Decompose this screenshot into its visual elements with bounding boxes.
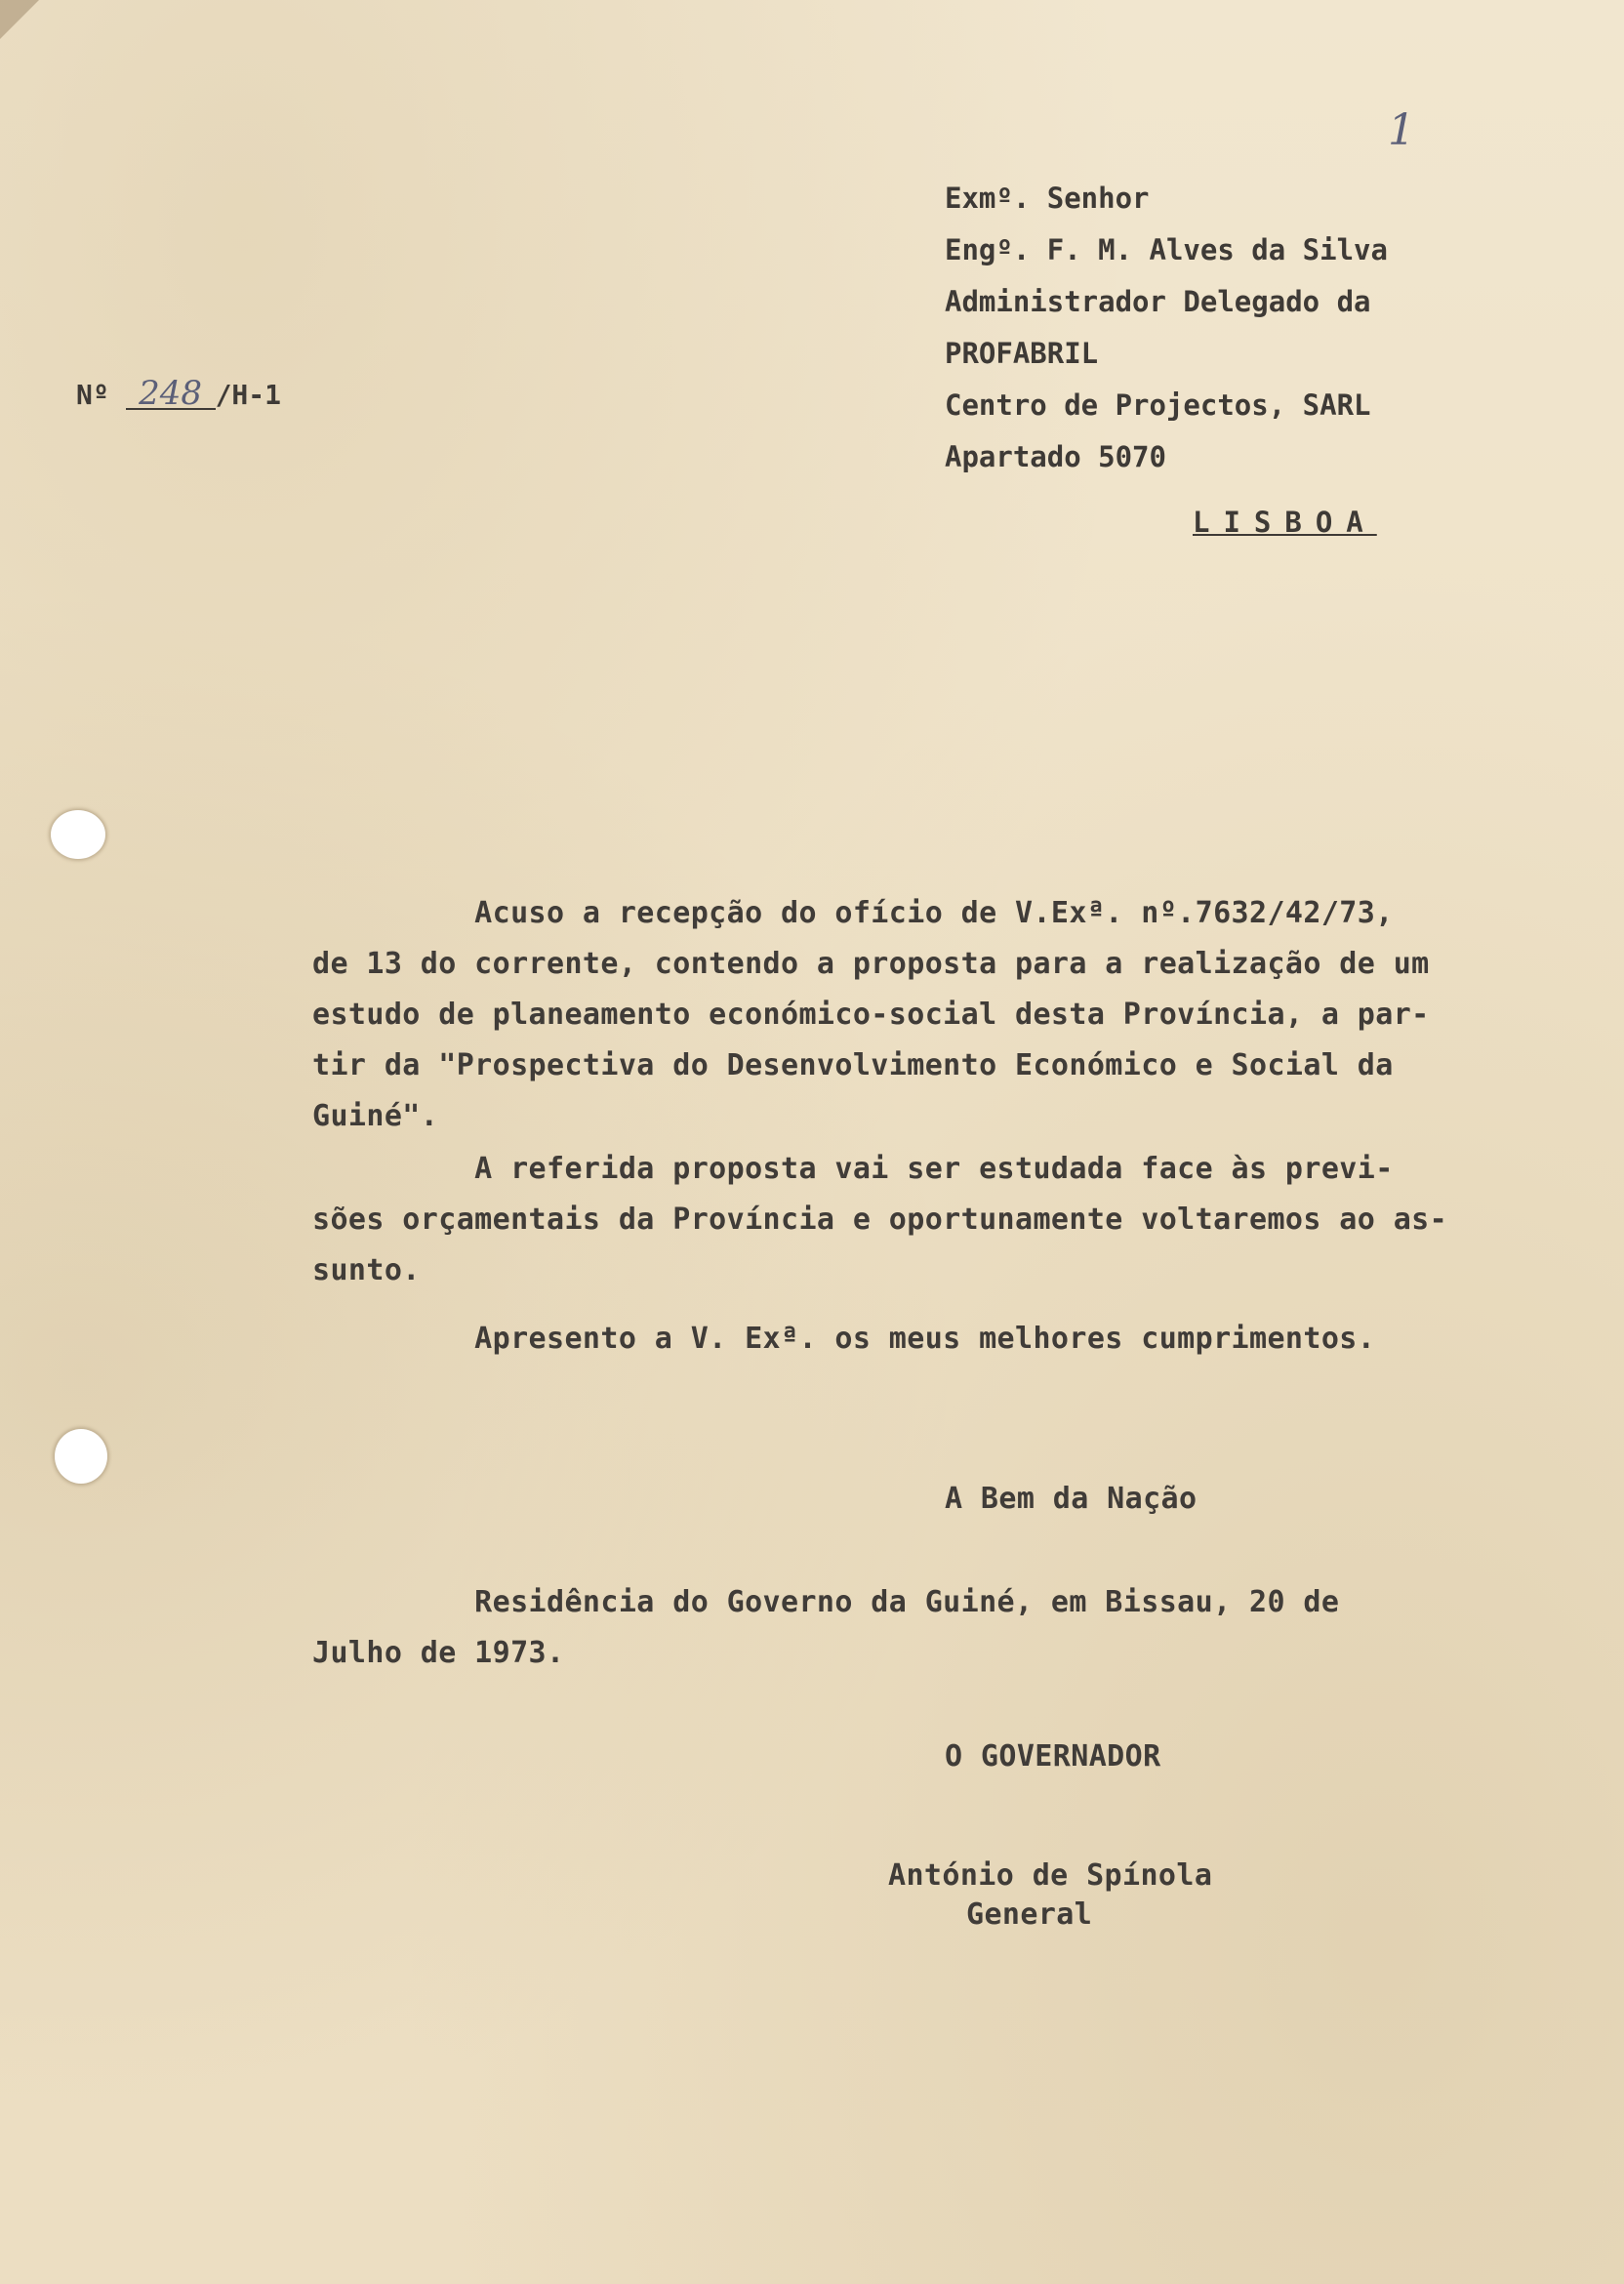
punch-hole-bottom [55,1429,107,1484]
page-number-handwritten: 1 [1388,105,1415,155]
body-line: de 13 do corrente, contendo a proposta para a realização de um [312,947,1430,981]
body-line: Guiné". [312,1099,439,1133]
reference-number [76,374,282,413]
corner-fold [0,0,39,39]
address-line: Centro de Projectos, SARL [945,388,1371,422]
address-line: Exmº. Senhor [945,182,1150,215]
reference-prefix: Nº [76,379,109,411]
address-line: PROFABRIL [945,337,1099,370]
signatory-title: O GOVERNADOR [945,1739,1161,1774]
signatory-rank: General [966,1897,1093,1932]
reference-suffix: /H-1 [215,379,282,411]
body-line: Acuso a recepção do ofício de V.Exª. nº.7632/42/73, [312,896,1394,930]
body-line: Apresento a V. Exª. os meus melhores cumprimentos. [312,1322,1376,1356]
place-date-line: Julho de 1973. [312,1636,565,1670]
body-line: estudo de planeamento económico-social desta Província, a par- [312,998,1430,1032]
address-line: Engº. F. M. Alves da Silva [945,233,1388,266]
punch-hole-top [51,810,105,859]
body-line: sunto. [312,1253,421,1287]
place-date-line: Residência do Governo da Guiné, em Bissau, 20 de [312,1585,1340,1619]
body-line: A referida proposta vai ser estudada face às previ- [312,1152,1394,1186]
address-line: Administrador Delegado da [945,285,1371,318]
body-line: sões orçamentais da Província e oportunamente voltaremos ao as- [312,1203,1448,1237]
reference-handwritten-number: 248 [126,379,216,410]
body-line: tir da "Prospectiva do Desenvolvimento Económico e Social da [312,1048,1394,1082]
signatory-name: António de Spínola [888,1858,1213,1893]
closing-salutation: A Bem da Nação [945,1482,1198,1516]
address-line: Apartado 5070 [945,440,1166,473]
recipient-city: LISBOA [1193,506,1377,539]
